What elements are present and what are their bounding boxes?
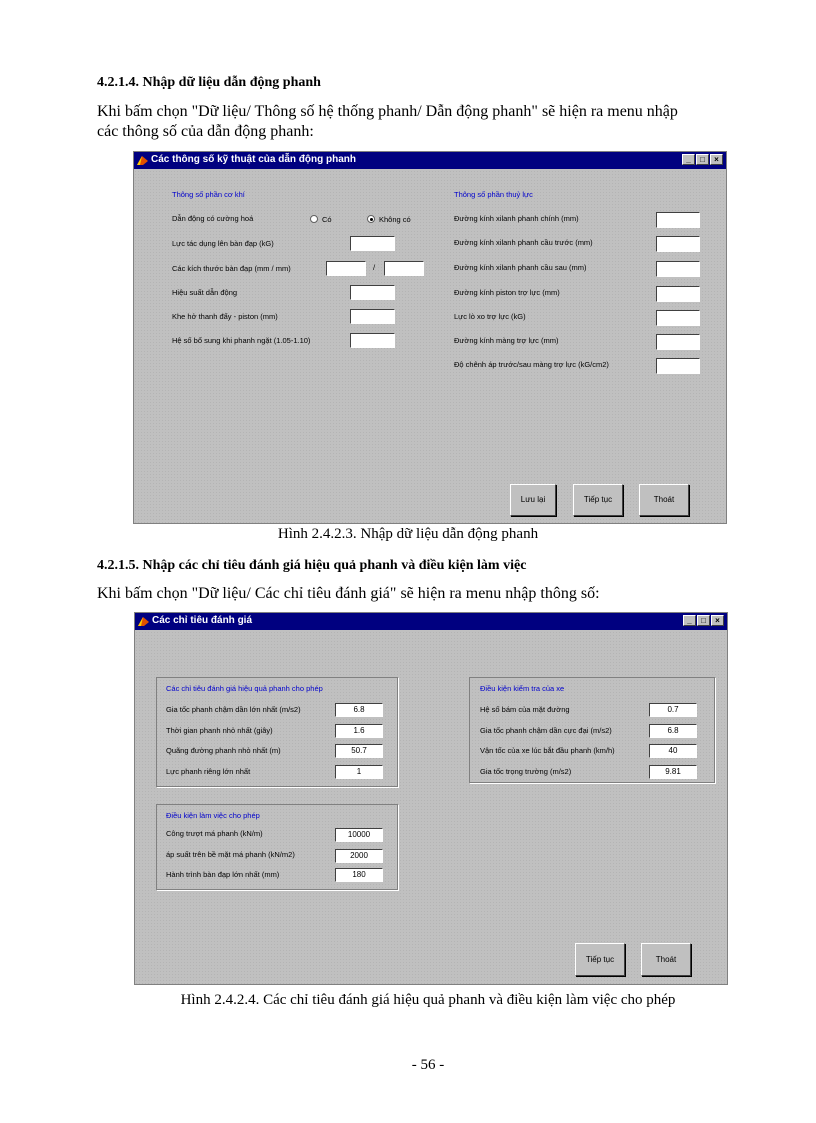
lining-pressure-input[interactable]: 2000: [335, 849, 383, 863]
window-titlebar: [135, 613, 727, 630]
min-braking-time-input[interactable]: 1.6: [335, 724, 383, 738]
lining-work-input[interactable]: 10000: [335, 828, 383, 842]
road-adhesion-input[interactable]: 0.7: [649, 703, 697, 717]
pressure-difference-input[interactable]: [656, 358, 700, 374]
evaluation-criteria-window: [134, 612, 728, 985]
section1-paragraph-line2: các thông số của dẫn động phanh:: [97, 123, 314, 140]
working-conditions-group-title: Điều kiện làm việc cho phép: [166, 811, 260, 820]
push-rod-gap-label: Khe hở thanh đẩy - piston (mm): [172, 312, 278, 321]
emergency-coefficient-label: Hệ số bổ sung khi phanh ngặt (1.05-1.10): [172, 336, 311, 345]
continue-button[interactable]: Tiếp tục: [573, 484, 623, 516]
max-specific-force-input[interactable]: 1: [335, 765, 383, 779]
max-specific-force-label: Lực phanh riêng lớn nhất: [166, 767, 251, 776]
min-braking-distance-label: Quãng đường phanh nhỏ nhất (m): [166, 746, 281, 755]
initial-speed-label: Vận tốc của xe lúc bắt đầu phanh (km/h): [480, 746, 615, 755]
close-icon[interactable]: ×: [710, 154, 723, 165]
efficiency-label: Hiệu suất dẫn động: [172, 288, 238, 297]
continue-button[interactable]: Tiếp tục: [575, 943, 625, 976]
pedal-dim-input-2[interactable]: [384, 261, 424, 276]
max-deceleration-label: Gia tốc phanh chậm dần lớn nhất (m/s2): [166, 705, 301, 714]
minimize-icon[interactable]: _: [682, 154, 695, 165]
push-rod-gap-input[interactable]: [350, 309, 395, 324]
road-adhesion-label: Hệ số bám của mặt đường: [480, 705, 570, 714]
booster-piston-label: Đường kính piston trợ lực (mm): [454, 288, 560, 297]
minimize-icon[interactable]: _: [683, 615, 696, 626]
pedal-force-input[interactable]: [350, 236, 395, 251]
brake-drive-window: [133, 151, 727, 524]
section1-paragraph-line1: Khi bấm chọn "Dữ liệu/ Thông số hệ thống phanh/ Dẫn động phanh" sẽ hiện ra menu nhập: [97, 103, 678, 120]
booster-piston-input[interactable]: [656, 286, 700, 302]
matlab-app-icon: [137, 155, 148, 166]
window-titlebar: [134, 152, 726, 169]
booster-spring-label: Lực lò xo trợ lực (kG): [454, 312, 526, 321]
gravity-label: Gia tốc trọng trường (m/s2): [480, 767, 572, 776]
emergency-coefficient-input[interactable]: [350, 333, 395, 348]
lining-pressure-label: áp suất trên bề mặt má phanh (kN/m2): [166, 850, 295, 859]
front-cylinder-label: Đường kính xilanh phanh cầu trước (mm): [454, 238, 593, 247]
test-conditions-group-title: Điều kiện kiểm tra của xe: [480, 684, 565, 693]
peak-deceleration-label: Gia tốc phanh chậm dần cực đại (m/s2): [480, 726, 612, 735]
section-heading-4-2-1-5: 4.2.1.5. Nhập các chỉ tiêu đánh giá hiệu quả phanh và điều kiện làm việc: [97, 558, 527, 573]
min-braking-distance-input[interactable]: 50.7: [335, 744, 383, 758]
booster-spring-input[interactable]: [656, 310, 700, 326]
maximize-icon[interactable]: □: [697, 615, 710, 626]
master-cylinder-label: Đường kính xilanh phanh chính (mm): [454, 214, 579, 223]
radio-no-label: Không có: [379, 215, 411, 224]
booster-diaphragm-label: Đường kính màng trợ lực (mm): [454, 336, 559, 345]
section-heading-4-2-1-4: 4.2.1.4. Nhập dữ liệu dẫn động phanh: [97, 75, 321, 90]
booster-radio-label: Dẫn động có cường hoá: [172, 214, 254, 223]
min-braking-time-label: Thời gian phanh nhỏ nhất (giây): [166, 726, 273, 735]
window-title: Các chỉ tiêu đánh giá: [152, 615, 253, 626]
close-icon[interactable]: ×: [711, 615, 724, 626]
gravity-input[interactable]: 9.81: [649, 765, 697, 779]
front-cylinder-input[interactable]: [656, 236, 700, 252]
maximize-icon[interactable]: □: [696, 154, 709, 165]
section2-paragraph: Khi bấm chọn "Dữ liệu/ Các chỉ tiêu đánh giá" sẽ hiện ra menu nhập thông số:: [97, 585, 600, 602]
page-number: - 56 -: [411, 1057, 445, 1073]
figure-caption-2-4-2-4: Hình 2.4.2.4. Các chỉ tiêu đánh giá hiệu quả phanh và điều kiện làm việc cho phép: [180, 992, 676, 1008]
exit-button[interactable]: Thoát: [641, 943, 691, 976]
window-title: Các thông số kỹ thuật của dẫn động phanh: [151, 154, 357, 165]
radio-yes-label: Có: [322, 215, 332, 224]
hydraulic-group-title: Thông số phần thuỷ lực: [454, 190, 533, 199]
initial-speed-input[interactable]: 40: [649, 744, 697, 758]
pedal-dim-input-1[interactable]: [326, 261, 366, 276]
rear-cylinder-input[interactable]: [656, 261, 700, 277]
master-cylinder-input[interactable]: [656, 212, 700, 228]
save-button[interactable]: Lưu lại: [510, 484, 556, 516]
radio-yes[interactable]: [310, 215, 318, 223]
max-pedal-travel-input[interactable]: 180: [335, 868, 383, 882]
max-pedal-travel-label: Hành trình bàn đạp lớn nhất (mm): [166, 870, 280, 879]
radio-no[interactable]: [367, 215, 375, 223]
peak-deceleration-input[interactable]: 6.8: [649, 724, 697, 738]
lining-work-label: Công trượt má phanh (kN/m): [166, 829, 263, 838]
pedal-dimensions-label: Các kích thước bàn đạp (mm / mm): [172, 264, 291, 273]
mechanical-group-title: Thông số phần cơ khí: [172, 190, 245, 199]
pedal-force-label: Lực tác dụng lên bàn đạp (kG): [172, 239, 274, 248]
max-deceleration-input[interactable]: 6.8: [335, 703, 383, 717]
efficiency-input[interactable]: [350, 285, 395, 300]
braking-efficiency-group-title: Các chỉ tiêu đánh giá hiệu quả phanh cho phép: [166, 684, 323, 693]
matlab-app-icon: [138, 616, 149, 627]
pedal-dim-separator: /: [373, 263, 376, 272]
figure-caption-2-4-2-3: Hình 2.4.2.3. Nhập dữ liệu dẫn động phanh: [277, 526, 539, 542]
booster-diaphragm-input[interactable]: [656, 334, 700, 350]
rear-cylinder-label: Đường kính xilanh phanh cầu sau (mm): [454, 263, 587, 272]
pressure-difference-label: Độ chênh áp trước/sau màng trợ lực (kG/cm2): [454, 360, 609, 369]
exit-button[interactable]: Thoát: [639, 484, 689, 516]
